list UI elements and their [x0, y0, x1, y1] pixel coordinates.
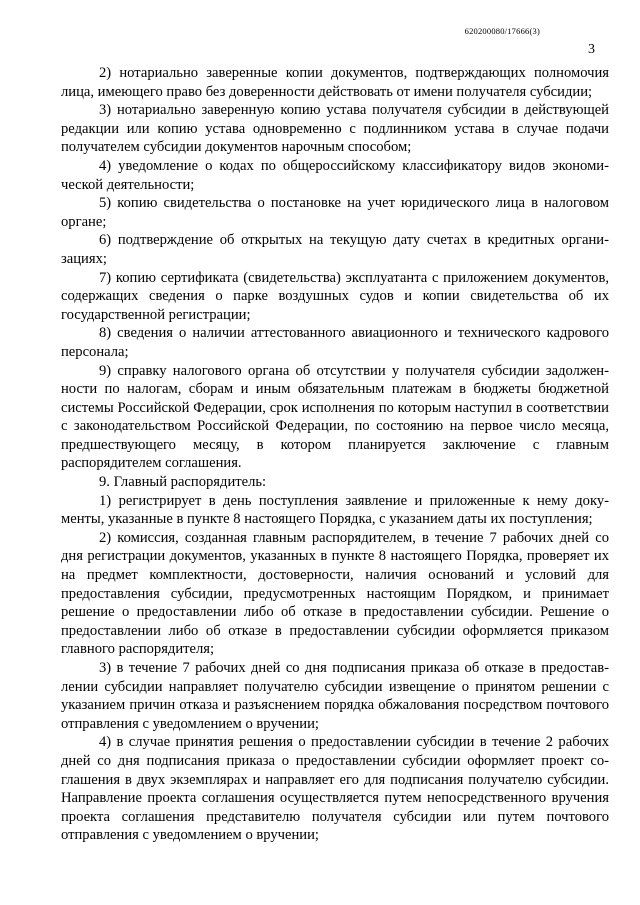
paragraph-item-8: 8) сведения о наличии аттестованного авиационного и технического кадрового персонала; [61, 325, 609, 360]
paragraph-item-9: 9) справку налогового органа об отсутствии у получателя субсидии задолженности по налогам, сборам и иным обязательным платежам в бюджеты бюджетной системы Российской Федерации, срок исполнения по которым наступил в соответствии с законодательством Российской Федерации, по состоянию на первое число месяца, предшествующего месяцу, в котором планируется заключение с главным распорядителем соглашения. [61, 362, 609, 472]
paragraph-subitem-3: 3) в течение 7 рабочих дней со дня подписания приказа об отказе в предоставлении субсидии направляет получателю субсидии извещение о принятом решении с указанием причин отказа и разъяснением порядка обжалования посредством почтового отправления с уведомлением о вручении; [61, 660, 609, 732]
document-body [61, 64, 609, 845]
document-number: 620200080/17666(3) [464, 26, 540, 36]
paragraph-item-6: 6) подтверждение об открытых на текущую дату счетах в кредитных организациях; [61, 232, 609, 267]
paragraph-item-3: 3) нотариально заверенную копию устава получателя субсидии в действующей редакции или копию устава одновременно с подлинником устава в случае подачи получателем субсидии документов нарочным способом; [61, 102, 609, 156]
paragraph-subitem-1: 1) регистрирует в день поступления заявление и приложенные к нему документы, указанные в пункте 8 настоящего Порядка, с указанием даты их поступления; [61, 492, 609, 528]
page-number: 3 [588, 42, 595, 57]
paragraph-item-4: 4) уведомление о кодах по общероссийскому классификатору видов экономической деятельности; [61, 157, 609, 193]
paragraph-item-2: 2) нотариально заверенные копии документов, подтверждающих полномочия лица, имеющего право без доверенности действовать от имени получателя субсидии; [61, 65, 609, 100]
paragraph-item-5: 5) копию свидетельства о постановке на учет юридического лица в налоговом органе; [61, 195, 609, 230]
paragraph-subitem-4: 4) в случае принятия решения о предоставлении субсидии в течение 2 рабочих дней со дня подписания приказа о предоставлении субсидии оформляет проект соглашения в двух экземплярах и направляет его для подписания получателю субсидии. Направление проекта соглашения осуществляется путем непосредственного вручения проекта соглашения представителю получателя субсидии или путем почтового отправления с уведомлением о вручении; [61, 734, 609, 844]
paragraph-subitem-2: 2) комиссия, созданная главным распорядителем, в течение 7 рабочих дней со дня регистрации документов, указанных в пункте 8 настоящего Порядка, проверяет их на предмет комплектности, достоверности, наличия оснований и условий для предоставления субсидии, предусмотренных настоящим Порядком, и принимает решение о предоставлении либо об отказе в предоставлении субсидии. Решение о предоставлении либо об отказе в предоставлении субсидии оформляется приказом главного распорядителя; [61, 529, 609, 658]
section-heading-9: 9. Главный распорядитель: [99, 474, 267, 491]
paragraph-item-7: 7) копию сертификата (свидетельства) эксплуатанта с приложением документов, содержащих сведения о парке воздушных судов и копии свидетельства об их государственной регистрации; [61, 269, 609, 323]
